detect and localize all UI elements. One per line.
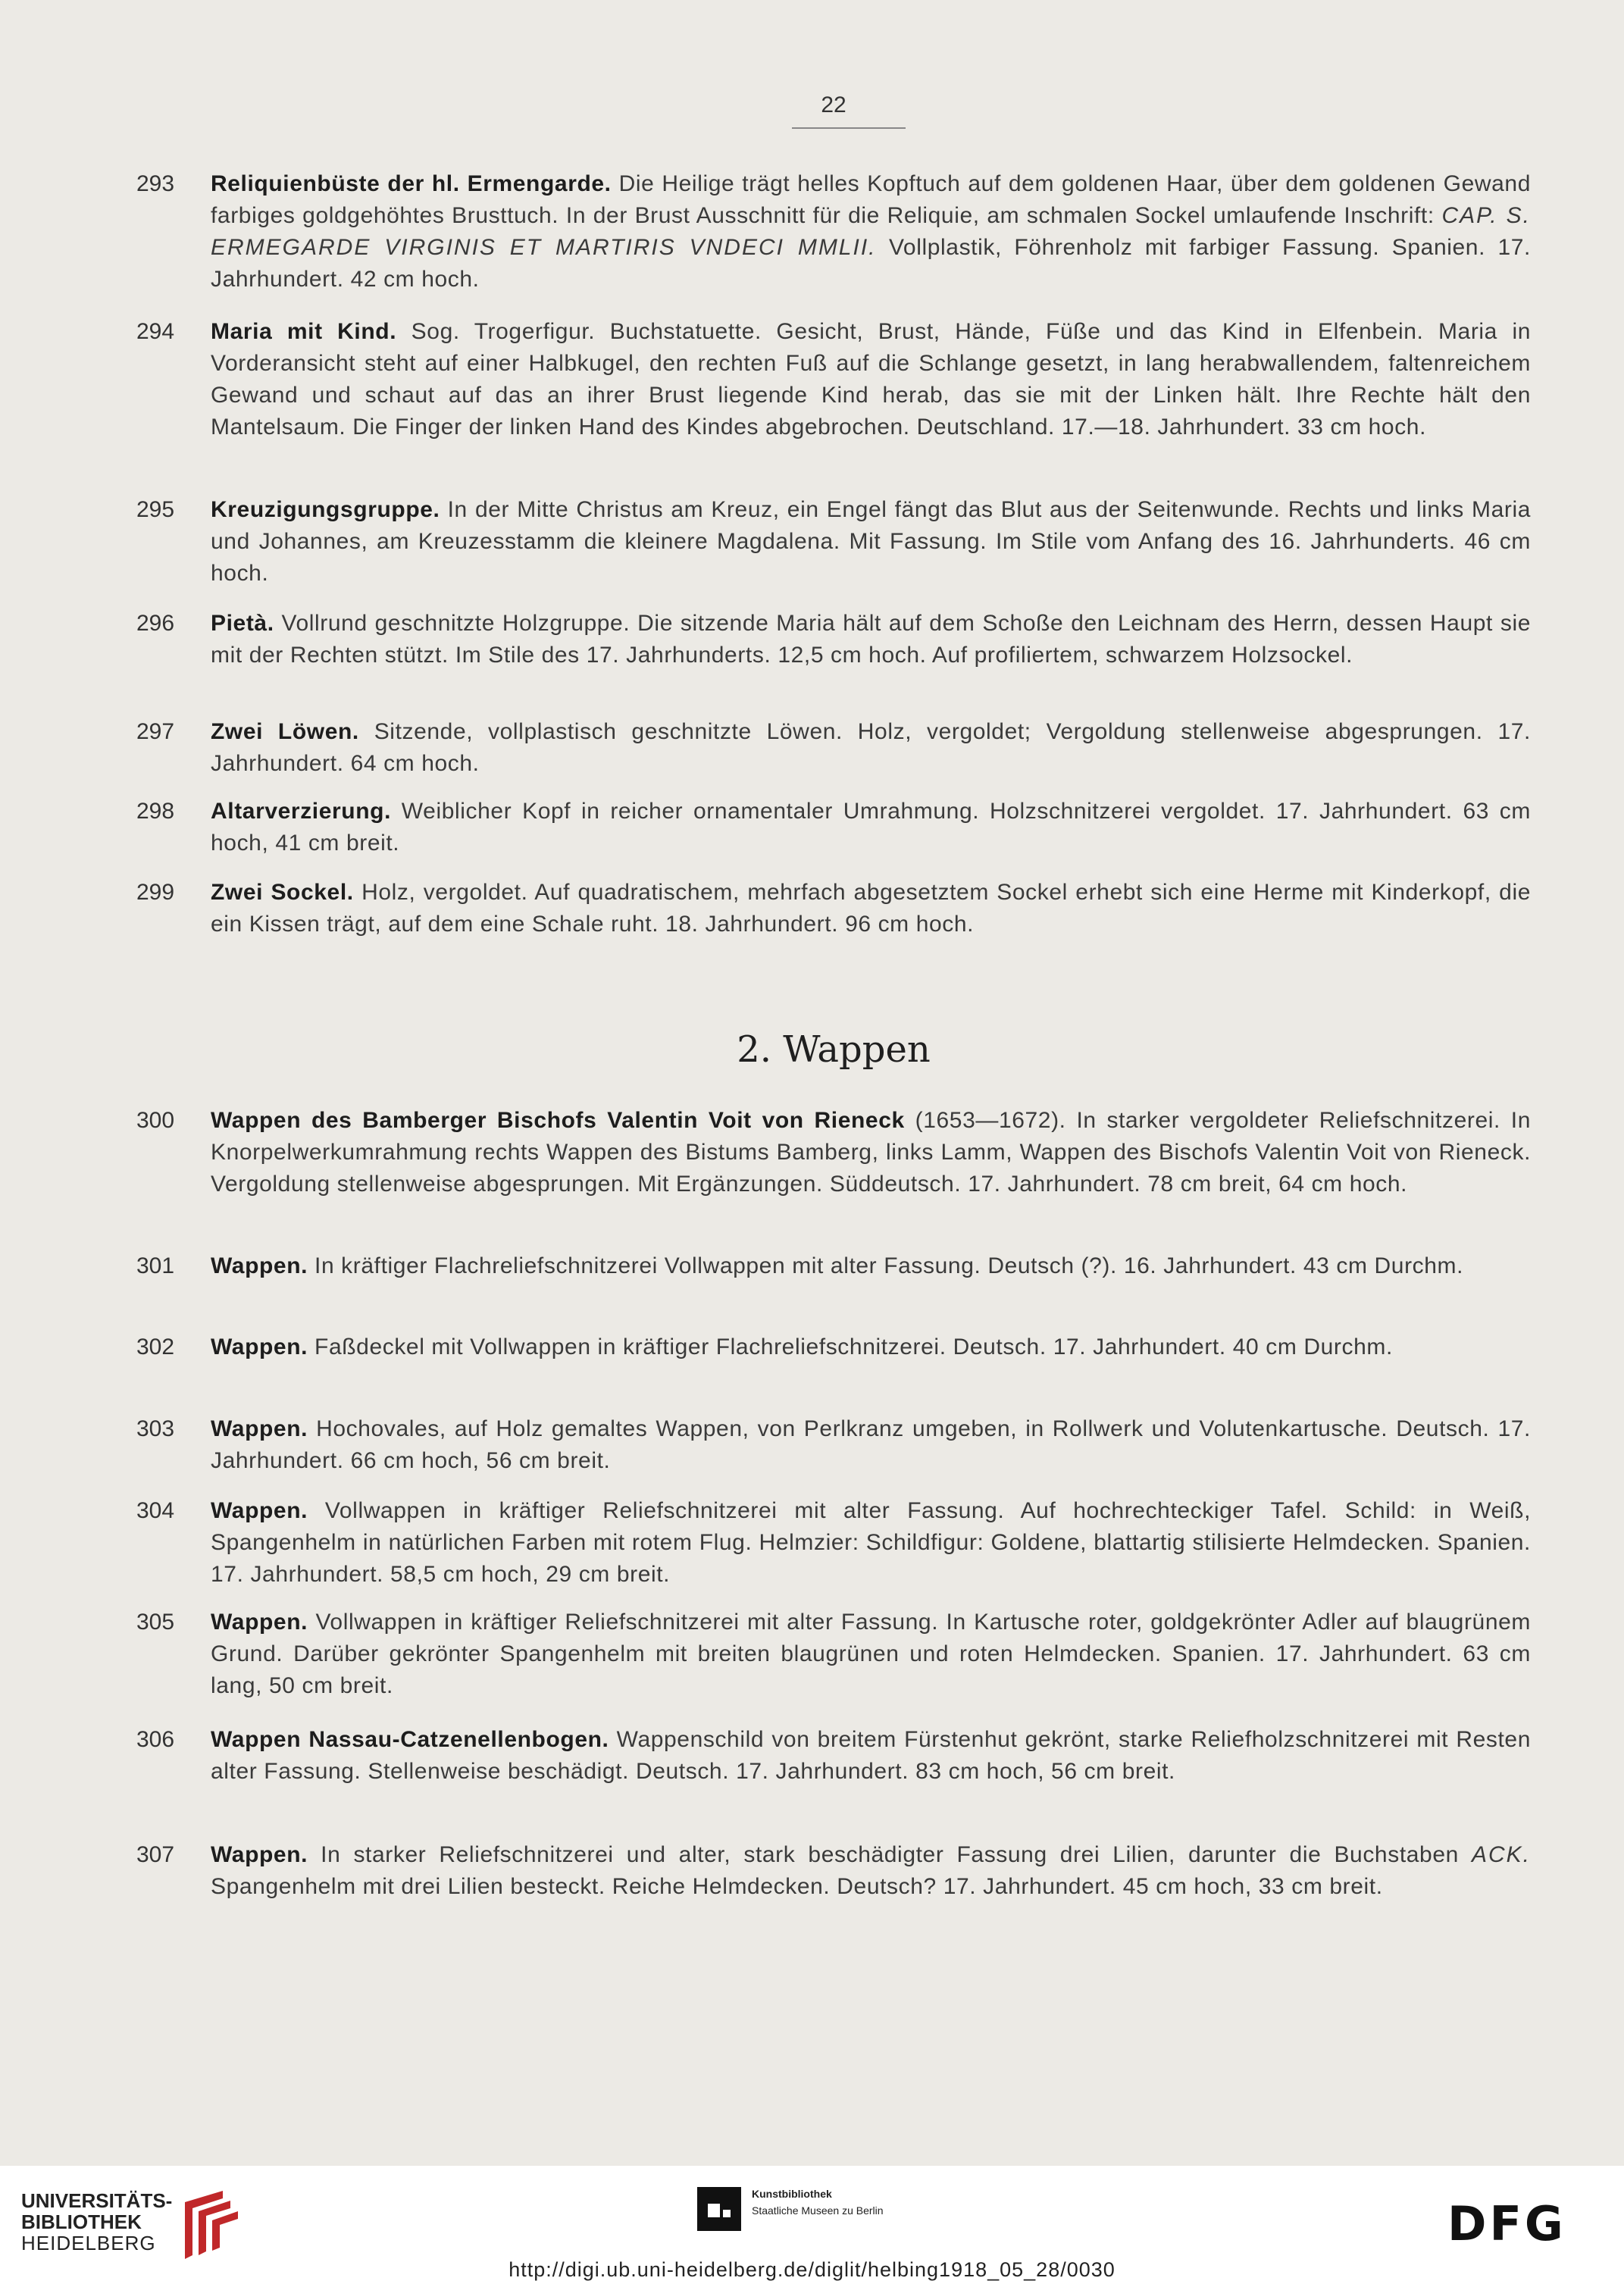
entry-title: Wappen des Bamberger Bischofs Valentin Voit von Rieneck (211, 1108, 905, 1133)
entry-text: In starker Reliefschnitzerei und alter, stark beschädigter Fassung drei Lilien, darunter die Buchstaben (308, 1842, 1472, 1867)
entry-number: 304 (136, 1498, 175, 1523)
entry-number: 300 (136, 1108, 175, 1133)
entry-inscription: CAP. S. ERMEGARDE VIRGINIS ET MARTIRIS VNDECI MMLII. (211, 203, 1531, 260)
section-title: 2. Wappen (737, 1028, 931, 1071)
entry-body (211, 316, 1531, 443)
catalog-entry (136, 1607, 1531, 1702)
catalog-entry (136, 877, 1531, 940)
university-library-wordmark (21, 2190, 172, 2254)
entry-title: Wappen. (211, 1334, 308, 1359)
entry-body (211, 1331, 1531, 1363)
catalog-entry (136, 1724, 1531, 1788)
footer-bar (0, 2166, 1624, 2284)
entry-title: Zwei Sockel. (211, 880, 354, 905)
entry-title: Wappen. (211, 1416, 308, 1441)
entry-title: Maria mit Kind. (211, 319, 397, 344)
entry-text: Faßdeckel mit Vollwappen in kräftiger Flachreliefschnitzerei. Deutsch. 17. Jahrhundert. 40 cm Durchm. (308, 1334, 1393, 1359)
entry-title: Wappen. (211, 1842, 308, 1867)
catalog-entry (136, 1250, 1531, 1282)
entry-text: In kräftiger Flachreliefschnitzerei Vollwappen mit alter Fassung. Deutsch (?). 16. Jahrhundert. 43 cm Durchm. (308, 1253, 1464, 1278)
catalog-entry (136, 1495, 1531, 1591)
entry-title: Pietà. (211, 611, 274, 636)
entry-text: Vollwappen in kräftiger Reliefschnitzerei mit alter Fassung. Auf hochrechteckiger Tafel. Schild: in Weiß, Spangenhelm in natürlichen Farben mit rotem Flug. Helmzier: Schildfigur: Goldene, blattartig stilisierte Helmdecken. Spanien. 17. Jahrhundert. 58,5 cm hoch, 29 cm breit. (211, 1498, 1531, 1587)
catalog-entry (136, 168, 1531, 296)
catalog-entry (136, 1839, 1531, 1903)
entry-body (211, 1495, 1531, 1591)
entry-number: 298 (136, 799, 175, 824)
ub-line-2: BIBLIOTHEK (21, 2210, 142, 2233)
entry-number: 294 (136, 319, 175, 344)
entry-body (211, 877, 1531, 940)
entry-text: Holz, vergoldet. Auf quadratischem, mehrfach abgesetztem Sockel erhebt sich eine Herme mit Kinderkopf, die ein Kissen trägt, auf dem eine Schale ruht. 18. Jahrhundert. 96 cm hoch. (211, 880, 1532, 937)
entry-body (211, 796, 1531, 859)
page-number: 22 (821, 92, 846, 117)
entry-title: Reliquienbüste der hl. Ermengarde. (211, 171, 612, 196)
entry-number: 297 (136, 719, 175, 744)
entry-number: 302 (136, 1334, 175, 1359)
catalog-entry (136, 1413, 1531, 1477)
entry-body (211, 716, 1531, 780)
catalog-entry (136, 796, 1531, 859)
entry-number: 293 (136, 171, 175, 196)
catalog-entry (136, 1105, 1531, 1200)
entry-title: Wappen. (211, 1498, 308, 1523)
entry-text: Wappenschild von breitem Fürstenhut gekrönt, starke Reliefholzschnitzerei mit Resten alter Fassung. Stellenweise beschädigt. Deutsch. 17. Jahrhundert. 83 cm hoch, 56 cm breit. (211, 1727, 1531, 1784)
catalog-entry (136, 716, 1531, 780)
entry-number: 303 (136, 1416, 175, 1441)
kunstbibliothek-wordmark (752, 2185, 884, 2219)
entry-text: Die Heilige trägt helles Kopftuch auf dem goldenen Haar, über dem goldenen Gewand farbiges goldgehöhtes Brusttuch. In der Brust Ausschnitt für die Reliquie, am schmalen Sockel umlaufende Inschrift: (211, 171, 1532, 228)
kunstbibliothek-subtitle: Staatliche Museen zu Berlin (752, 2204, 884, 2217)
entry-number: 296 (136, 611, 175, 636)
catalog-entry (136, 608, 1531, 671)
entry-title: Wappen. (211, 1610, 308, 1635)
entry-body (211, 608, 1531, 671)
entry-title: Altarverzierung. (211, 799, 391, 824)
page-number-rule (792, 127, 906, 129)
entry-title: Kreuzigungsgruppe. (211, 497, 440, 522)
entry-number: 306 (136, 1727, 175, 1752)
entry-title: Wappen Nassau-Catzenellenbogen. (211, 1727, 609, 1752)
entry-body (211, 1105, 1531, 1200)
university-library-logo[interactable] (21, 2176, 249, 2260)
entry-body (211, 1724, 1531, 1788)
entry-body (211, 1250, 1531, 1282)
entry-text: Sog. Trogerfigur. Buchstatuette. Gesicht, Brust, Hände, Füße und das Kind in Elfenbein. Maria in Vorderansicht steht auf einer Halbkugel, den rechten Fuß auf die Schlange gesetzt, in lang herabwallendem, faltenreichem Gewand und schaut auf das an ihrer Brust liegende Kind herab, das sie mit der Linken hält. Ihre Rechte hält den Mantelsaum. Die Finger der linken Hand des Kindes abgebrochen. Deutschland. 17.—18. Jahrhundert. 33 cm hoch. (211, 319, 1532, 440)
entry-text-continued: Spangenhelm mit drei Lilien besteckt. Reiche Helmdecken. Deutsch? 17. Jahrhundert. 45 cm hoch, 33 cm breit. (211, 1874, 1383, 1899)
source-url-link[interactable]: http://digi.ub.uni-heidelberg.de/diglit/helbing1918_05_28/0030 (508, 2258, 1116, 2281)
entry-body (211, 1413, 1531, 1477)
entry-body (211, 168, 1531, 296)
entry-title: Zwei Löwen. (211, 719, 359, 744)
dfg-logo[interactable]: DFG (1447, 2196, 1566, 2251)
ub-line-3: HEIDELBERG (21, 2232, 156, 2254)
entry-number: 305 (136, 1610, 175, 1635)
entry-number: 301 (136, 1253, 175, 1278)
catalog-entry (136, 494, 1531, 590)
catalog-entry (136, 1331, 1531, 1363)
entry-number: 295 (136, 497, 175, 522)
entry-text: Hochovales, auf Holz gemaltes Wappen, von Perlkranz umgeben, in Rollwerk und Volutenkartusche. Deutsch. 17. Jahrhundert. 66 cm hoch, 56 cm breit. (211, 1416, 1531, 1473)
entry-text: Sitzende, vollplastisch geschnitzte Löwen. Holz, vergoldet; Vergoldung stellenweise abgesprungen. 17. Jahrhundert. 64 cm hoch. (211, 719, 1531, 776)
entry-number: 299 (136, 880, 175, 905)
entry-text: (1653—1672). In starker vergoldeter Reliefschnitzerei. In Knorpelwerkumrahmung rechts Wappen des Bistums Bamberg, links Lamm, Wappen des Bischofs Valentin Voit von Rieneck. Vergoldung stellenweise abgesprungen. Mit Ergänzungen. Süddeutsch. 17. Jahrhundert. 78 cm breit, 64 cm hoch. (211, 1108, 1531, 1197)
entry-inscription: ACK. (1471, 1842, 1531, 1867)
entry-text: Weiblicher Kopf in reicher ornamentaler Umrahmung. Holzschnitzerei vergoldet. 17. Jahrhundert. 63 cm hoch, 41 cm breit. (211, 799, 1531, 856)
entry-body (211, 1839, 1531, 1903)
entry-body (211, 1607, 1531, 1702)
entry-text: In der Mitte Christus am Kreuz, ein Engel fängt das Blut aus der Seitenwunde. Rechts und links Maria und Johannes, am Kreuzesstamm die kleinere Magdalena. Mit Fassung. Im Stile vom Anfang des 16. Jahrhunderts. 46 cm hoch. (211, 497, 1531, 586)
library-emblem-icon (177, 2187, 246, 2263)
entry-text: Vollrund geschnitzte Holzgruppe. Die sitzende Maria hält auf dem Schoße den Leichnam des Herrn, dessen Haupt sie mit der Rechten stützt. Im Stile des 17. Jahrhunderts. 12,5 cm hoch. Auf profiliertem, schwarzem Holzsockel. (211, 611, 1531, 668)
catalog-entry (136, 316, 1531, 443)
entry-text-continued: Vollplastik, Föhrenholz mit farbiger Fassung. Spanien. 17. Jahrhundert. 42 cm hoch. (211, 235, 1531, 292)
entry-body (211, 494, 1531, 590)
kunstbibliothek-name: Kunstbibliothek (752, 2188, 832, 2200)
entry-title: Wappen. (211, 1253, 308, 1278)
ub-line-1: UNIVERSITÄTS- (21, 2189, 173, 2212)
entry-text: Vollwappen in kräftiger Reliefschnitzerei mit alter Fassung. In Kartusche roter, goldgekrönter Adler auf blaugrünem Grund. Darüber gekrönter Spangenhelm mit breiten blaugrünen und roten Helmdecken. Spanien. 17. Jahrhundert. 63 cm lang, 50 cm breit. (211, 1610, 1531, 1698)
entry-number: 307 (136, 1842, 175, 1867)
kunstbibliothek-mark-icon (697, 2187, 741, 2231)
